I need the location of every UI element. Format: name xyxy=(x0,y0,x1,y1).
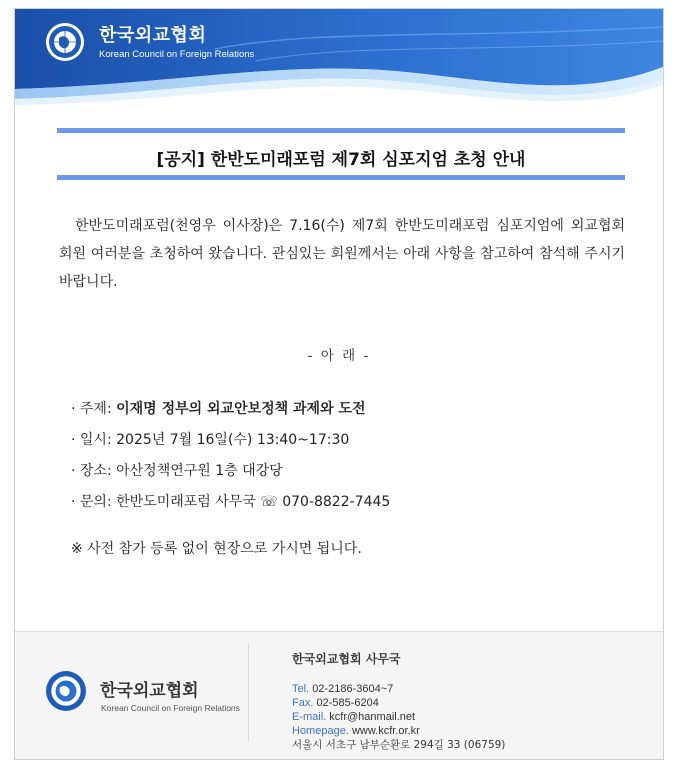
title-bar-bottom xyxy=(57,175,625,180)
notice-paragraph xyxy=(59,212,625,296)
footer-office-name: 한국외교협회 사무국 xyxy=(292,652,401,666)
title-bar-top xyxy=(57,128,625,133)
registration-note: ※ 사전 참가 등록 없이 현장으로 가시면 됩니다. xyxy=(71,541,362,557)
detail-item-venue: · 장소: 아산정책연구원 1층 대강당 xyxy=(71,463,283,479)
footer-globe-seal-icon xyxy=(45,670,87,712)
footer-homepage: Homepage. www.kcfr.or.kr xyxy=(292,725,420,737)
globe-seal-icon xyxy=(45,22,85,62)
email-link[interactable]: kcfr@hanmail.net xyxy=(329,711,416,723)
detail-item-contact: · 문의: 한반도미래포럼 사무국 ☏ 070-8822-7445 xyxy=(71,494,391,510)
notice-title-block xyxy=(57,128,625,183)
footer-org-name: 한국외교협회 xyxy=(100,681,199,701)
footer-divider xyxy=(248,644,249,742)
footer-fax: Fax. 02-585-6204 xyxy=(292,697,379,709)
paragraph-text: 한반도미래포럼(천영우 이사장)은 7.16(수) 제7회 한반도미래포럼 심포지엄에 외교협회 회원 여러분을 초청하여 왔습니다. 관심있는 회원께서는 아래 사항을 참고하여 참석해 주시기 바랍니다. xyxy=(59,218,625,290)
footer xyxy=(15,631,663,760)
footer-tel: Tel. 02-2186-3604~7 xyxy=(292,683,394,695)
detail-item-datetime: · 일시: 2025년 7월 16일(수) 13:40~17:30 xyxy=(71,432,350,448)
header-org-name-en: Korean Council on Foreign Relations xyxy=(99,49,255,60)
footer-org-name-en: Korean Council on Foreign Relations xyxy=(101,703,240,713)
detail-item-topic: · 주제: 이재명 정부의 외교안보정책 과제와 도전 xyxy=(71,401,366,417)
below-label: - 아 래 - xyxy=(307,348,371,364)
header-org-name: 한국외교협회 xyxy=(99,25,207,46)
email-frame xyxy=(14,8,664,760)
footer-contact-lines xyxy=(292,682,505,752)
footer-address: 서울시 서초구 남부순환로 294길 33 (06759) xyxy=(292,739,506,751)
footer-email: E-mail. kcfr@hanmail.net xyxy=(292,711,416,723)
header-banner xyxy=(15,9,663,113)
homepage-link[interactable]: www.kcfr.or.kr xyxy=(351,725,420,737)
notice-title: [공지] 한반도미래포럼 제7회 심포지엄 초청 안내 xyxy=(156,150,526,170)
detail-list xyxy=(71,395,631,519)
